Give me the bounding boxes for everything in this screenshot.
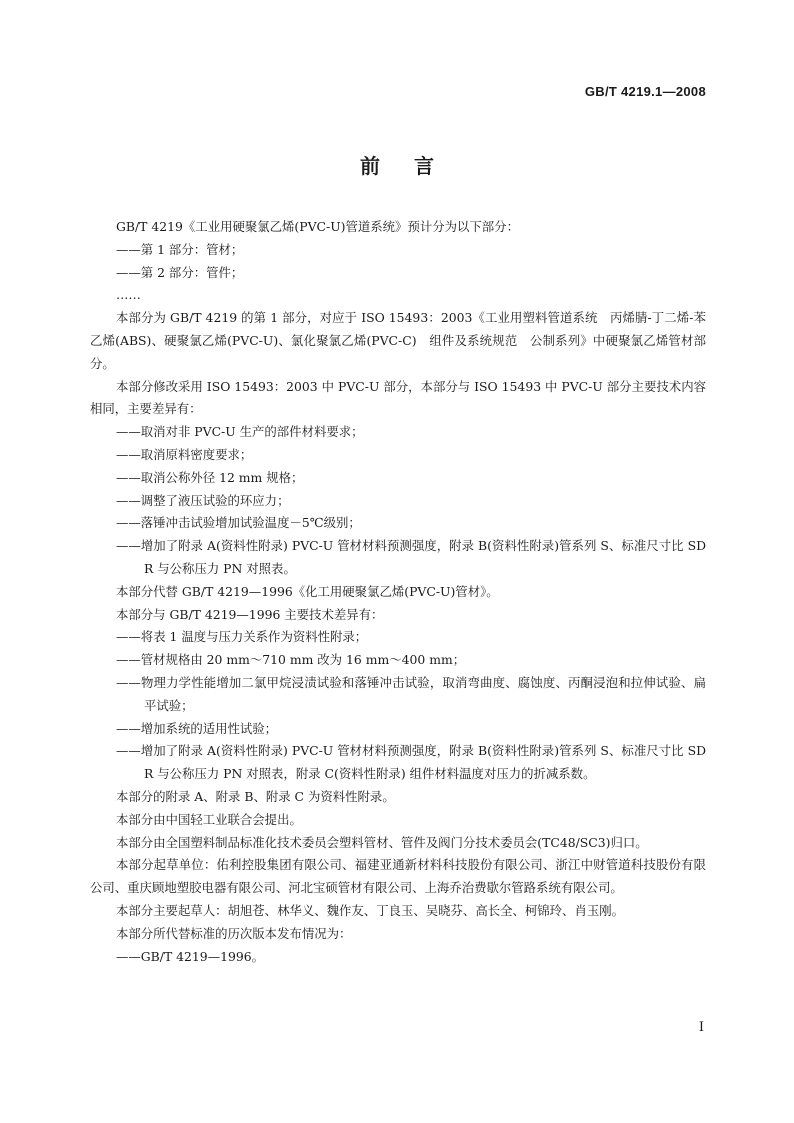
proposed-paragraph: 本部分由中国轻工业联合会提出。 xyxy=(116,811,302,827)
replacement-paragraph: 本部分代替 GB/T 4219—1996《化工用硬聚氯乙烯(PVC-U)管材》。 xyxy=(116,583,499,599)
list-item: ——管材规格由 20 mm～710 mm 改为 16 mm～400 mm； xyxy=(116,652,466,668)
drafting-units-paragraph: 本部分起草单位：佑利控股集团有限公司、福建亚通新材料科技股份有限公司、浙江中财管道科技股份有限公司、重庆顾地塑胶电器有限公司、河北宝硕管材有限公司、上海乔治费歇尔管路系统有限公司。 xyxy=(90,857,706,896)
list-item: ——调整了液压试验的环应力； xyxy=(116,492,290,508)
drafters-paragraph: 本部分主要起草人：胡旭苍、林华义、魏作友、丁良玉、吴晓芬、高长全、柯锦玲、肖玉刚。 xyxy=(116,902,625,918)
list-item: ——取消对非 PVC-U 生产的部件材料要求； xyxy=(116,424,364,440)
list-item: ——增加系统的适用性试验； xyxy=(116,720,278,736)
list-item: ——增加了附录 A(资料性附录) PVC-U 管材材料预测强度，附录 B(资料性附录)管系列 S、标准尺寸比 SDR 与公称压力 PN 对照表。 xyxy=(116,538,706,576)
page-number: I xyxy=(698,1020,704,1035)
list-item: ——取消原料密度要求； xyxy=(116,446,253,462)
history-intro-paragraph: 本部分所代替标准的历次版本发布情况为： xyxy=(116,925,352,941)
list-item: ——取消公称外径 12 mm 规格； xyxy=(116,469,304,485)
list-item: ——将表 1 温度与压力关系作为资料性附录； xyxy=(116,629,368,645)
ellipsis: …… xyxy=(116,287,141,303)
list-item: ——GB/T 4219—1996。 xyxy=(116,948,265,964)
modification-paragraph: 本部分修改采用 ISO 15493：2003 中 PVC-U 部分，本部分与 ISO 15493 中 PVC-U 部分主要技术内容相同，主要差异有： xyxy=(90,378,706,417)
page-title: 前言 xyxy=(360,154,468,178)
centralized-paragraph: 本部分由全国塑料制品标准化技术委员会塑料管材、管件及阀门分技术委员会(TC48/SC3)归口。 xyxy=(116,834,648,850)
correspondence-paragraph: 本部分为 GB/T 4219 的第 1 部分，对应于 ISO 15493：2003《工业用塑料管道系统 丙烯腈-丁二烯-苯乙烯(ABS)、硬聚氯乙烯(PVC-U)、氯化聚氯乙烯(PVC-C) 组件及系统规范 公制系列》中硬聚氯乙烯管材部分。 xyxy=(90,310,706,371)
list-item: ——增加了附录 A(资料性附录) PVC-U 管材材料预测强度，附录 B(资料性附录)管系列 S、标准尺寸比 SDR 与公称压力 PN 对照表，附录 C(资料性附录) 组件材料温度对压力的折减系数。 xyxy=(116,743,706,782)
foreword-body xyxy=(90,216,706,968)
intro-paragraph: GB/T 4219《工业用硬聚氯乙烯(PVC-U)管道系统》预计分为以下部分： xyxy=(116,219,519,234)
annex-paragraph: 本部分的附录 A、附录 B、附录 C 为资料性附录。 xyxy=(116,788,395,804)
list-item: ——物理力学性能增加二氯甲烷浸渍试验和落锤冲击试验，取消弯曲度、腐蚀度、丙酮浸泡和拉伸试验、扁平试验； xyxy=(116,674,706,713)
list-item: ——落锤冲击试验增加试验温度－5℃级别； xyxy=(116,515,361,531)
differences-intro: 本部分与 GB/T 4219—1996 主要技术差异有： xyxy=(116,606,384,622)
list-item: ——第 1 部分：管材； xyxy=(116,241,244,257)
standard-code: GB/T 4219.1—2008 xyxy=(584,84,706,99)
list-item: ——第 2 部分：管件； xyxy=(116,264,244,280)
